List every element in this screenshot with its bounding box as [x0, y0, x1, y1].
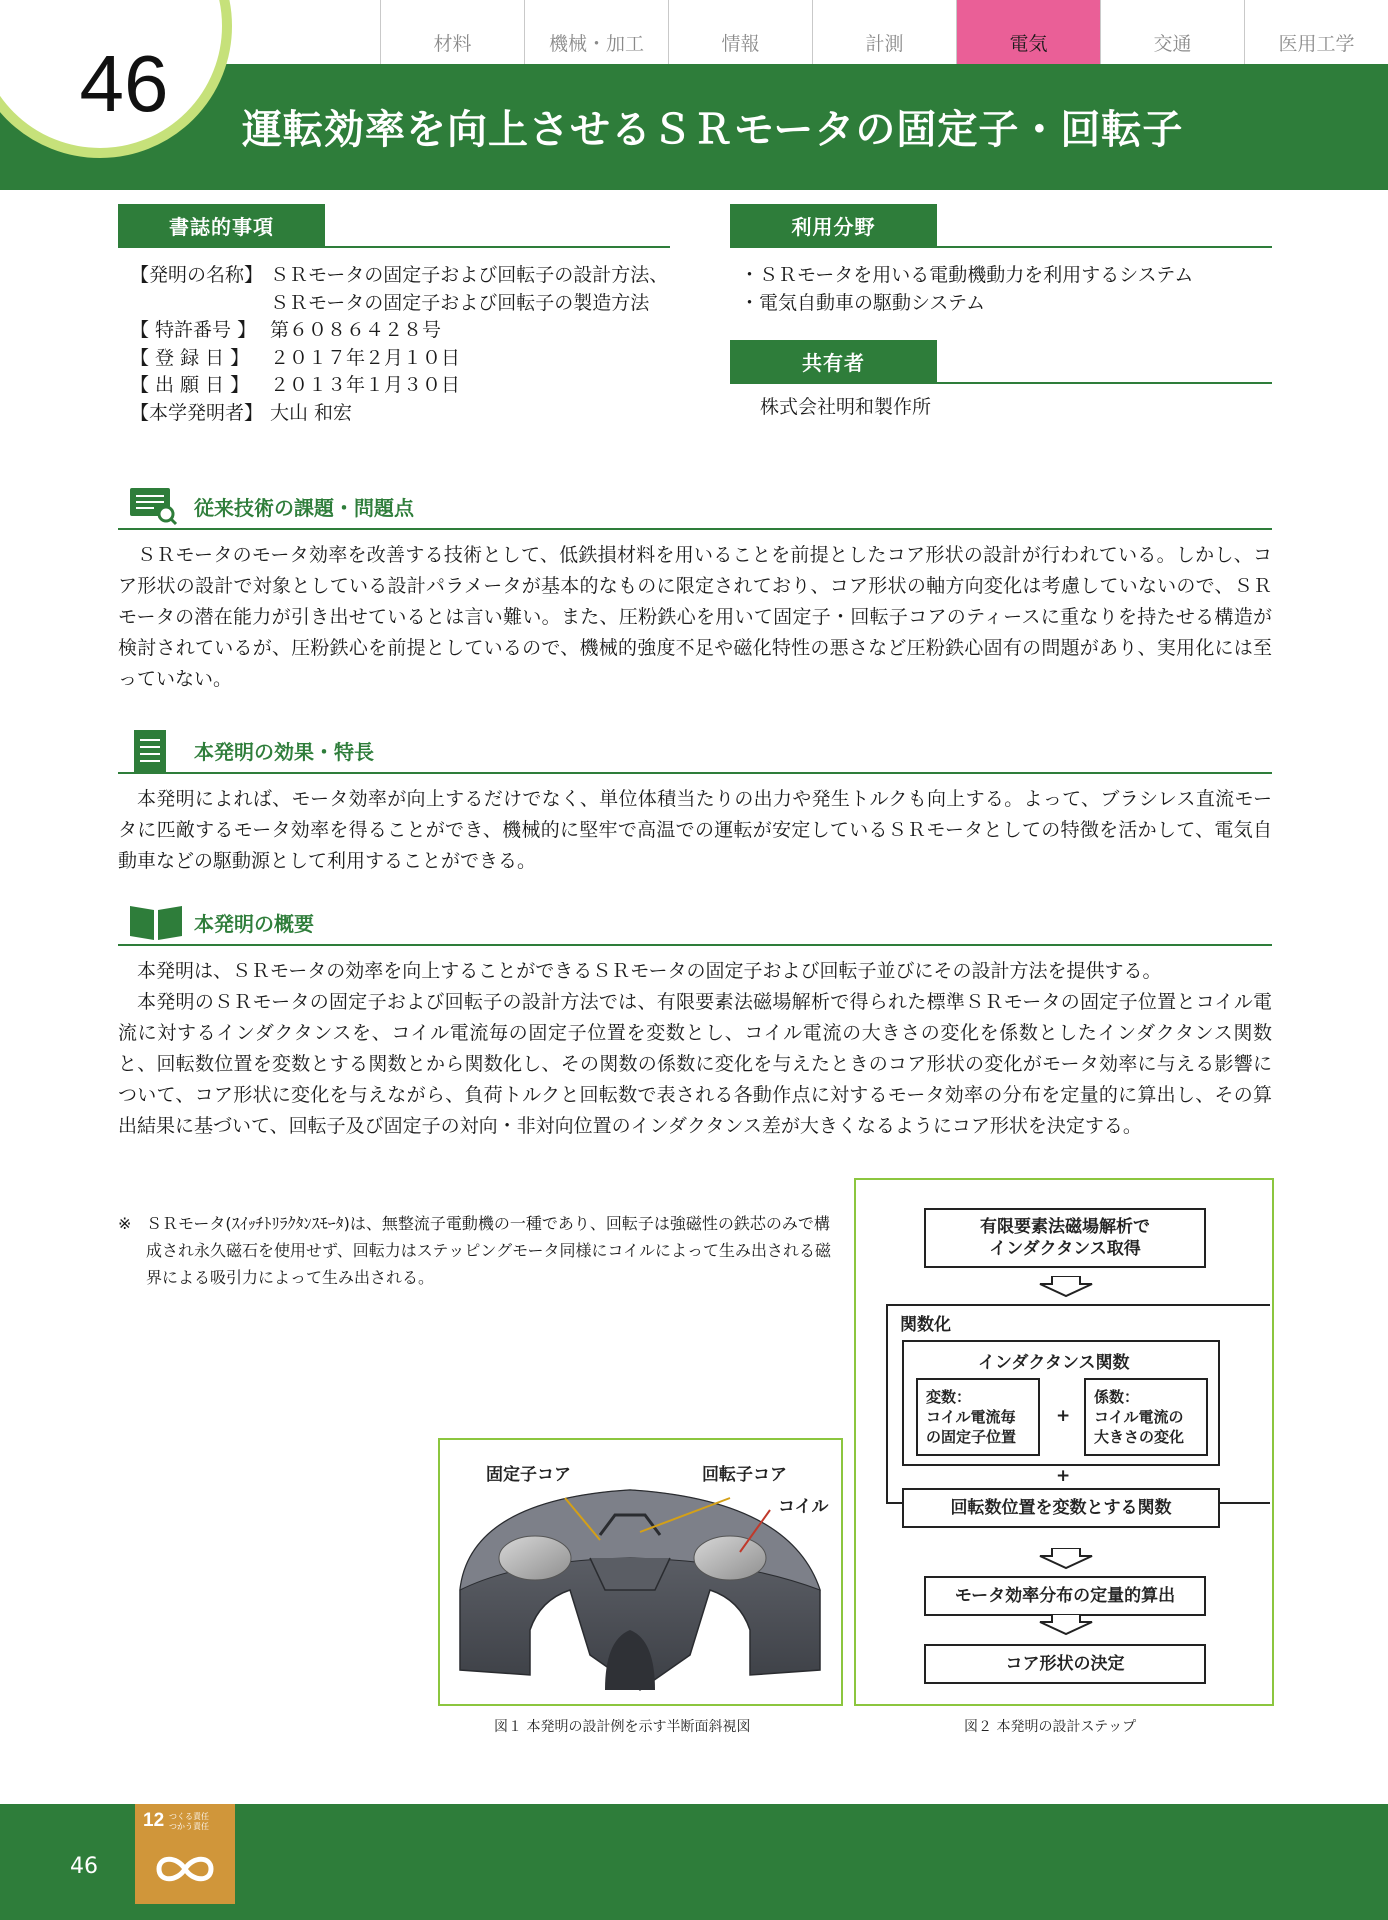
step-core-shape-decision: コア形状の決定 — [924, 1644, 1206, 1684]
usage-item: ・ＳＲモータを用いる電動機動力を利用するシステム — [740, 264, 1194, 286]
overview-text-1: 本発明は、ＳＲモータの効率を向上することができるＳＲモータの固定子および回転子並びにその設計方法を提供する。 — [137, 960, 1162, 982]
problem-text: ＳＲモータのモータ効率を改善する技術として、低鉄損材料を用いることを前提としたコア形状の設計が行われている。しかし、コア形状の設計で対象としている設計パラメータが基本的なものに限定されており、コア形状の軸方向変化は考慮していないので、ＳＲモータの潜在能力が引き出せているとは言い難い。また、圧粉鉄心を用いて固定子・回転子コアのティースに重なりを持たせる構造が検討されているが、圧粉鉄心を前提としているので、機械的強度不足や磁化特性の悪さなど圧粉鉄心固有の問題があり、実用化には至っていない。 — [118, 544, 1272, 690]
effect-section-title: 本発明の効果・特長 — [194, 740, 374, 764]
bibliography-value: ２０１７年２月１０日 — [270, 346, 461, 369]
page-title: 運転効率を向上させるＳＲモータの固定子・回転子 — [242, 107, 1184, 153]
stator-core-label: 固定子コア — [486, 1465, 571, 1485]
bibliography-row — [130, 400, 670, 428]
step-fem-analysis: 有限要素法磁場解析で インダクタンス取得 — [924, 1208, 1206, 1268]
rotor-core-label: 回転子コア — [702, 1465, 787, 1485]
tab-electric[interactable]: 電気 — [956, 0, 1100, 64]
usage-item: ・電気自動車の駆動システム — [740, 291, 986, 314]
bibliography-row — [130, 262, 670, 317]
bibliography-value: 大山 和宏 — [270, 401, 353, 424]
bibliography-key: 【発明の名称】 — [130, 264, 264, 286]
bibliography-key: 【本学発明者】 — [130, 401, 264, 424]
tab-materials[interactable]: 材料 — [380, 0, 524, 64]
open-book-icon — [128, 902, 184, 942]
footnote-mark: ※ — [118, 1214, 132, 1233]
infinity-icon — [153, 1852, 217, 1886]
overview-section-header — [118, 902, 1272, 946]
bibliography-value: 第６０８６４２８号 — [270, 319, 442, 341]
inductance-function-title: インダクタンス関数 — [978, 1353, 1130, 1373]
page-number: 46 — [70, 1854, 98, 1879]
coil-label: コイル — [778, 1497, 829, 1517]
usage-label: 利用分野 — [730, 204, 937, 246]
co-owner-name: 株式会社明和製作所 — [760, 396, 932, 418]
bibliography-key: 【 登 録 日 】 — [130, 346, 250, 369]
co-owner-label: 共有者 — [730, 340, 937, 382]
functionalization-label: 関数化 — [900, 1315, 951, 1335]
coefficient-box: 係数： コイル電流の 大きさの変化 — [1084, 1378, 1208, 1456]
sdg-text: つくる責任 つかう責任 — [169, 1812, 209, 1831]
bibliography-key: 【 特許番号 】 — [130, 319, 257, 341]
co-owner-divider — [730, 382, 1272, 384]
variable-box: 変数： コイル電流毎 の固定子位置 — [916, 1378, 1040, 1456]
bibliography-row — [130, 317, 670, 345]
overview-paragraph — [118, 956, 1272, 1142]
tab-measurement[interactable]: 計測 — [812, 0, 956, 64]
document-search-icon — [128, 486, 178, 526]
effect-paragraph — [118, 784, 1272, 877]
plus-sign: + — [1056, 1406, 1071, 1426]
sdg-number: 12 — [143, 1810, 165, 1831]
sdg-12-badge — [135, 1804, 235, 1904]
bibliography-key: 【 出 願 日 】 — [130, 374, 250, 396]
bibliography-row — [130, 345, 670, 373]
figure-2-frame — [854, 1178, 1274, 1706]
usage-divider — [730, 246, 1272, 248]
footnote-text: ＳＲモータ(ｽｲｯﾁﾄﾘﾗｸﾀﾝｽﾓｰﾀ)は、無整流子電動機の一種であり、回転子は強磁性の鉄芯のみで構成され永久磁石を使用せず、回転力はステッピングモータ同様にコイルによって生み出される磁界による吸引力によって生み出される。 — [146, 1214, 831, 1287]
bibliography-table — [130, 262, 670, 427]
footnote — [118, 1210, 833, 1291]
usage-list — [740, 262, 1270, 317]
down-arrow-icon — [1038, 1614, 1094, 1636]
tab-information[interactable]: 情報 — [668, 0, 812, 64]
plus-sign: + — [1056, 1466, 1071, 1486]
tab-machining[interactable]: 機械・加工 — [524, 0, 668, 64]
bibliography-label: 書誌的事項 — [118, 204, 325, 246]
bibliography-divider — [118, 246, 670, 248]
figure-1-caption: 図１ 本発明の設計例を示す半断面斜視図 — [494, 1719, 751, 1735]
entry-number: 46 — [79, 39, 169, 128]
overview-section-title: 本発明の概要 — [194, 912, 314, 936]
down-arrow-icon — [1038, 1276, 1094, 1298]
effect-section-header — [118, 730, 1272, 774]
overview-text-2: 本発明のＳＲモータの固定子および回転子の設計方法では、有限要素法磁場解析で得られた標準ＳＲモータの固定子位置とコイル電流に対するインダクタンスを、コイル電流毎の固定子位置を変数とし、コイル電流の大きさの変化を係数としたインダクタンス関数と、回転数位置を変数とする関数とから関数化し、その関数の係数に変化を与えたときのコア形状の変化がモータ効率に与える影響について、コア形状に変化を与えながら、負荷トルクと回転数で表される各動作点に対するモータ効率の分布を定量的に算出し、その算出結果に基づいて、回転子及び固定子の対向・非対向位置のインダクタンス差が大きくなるようにコア形状を決定する。 — [118, 991, 1272, 1137]
figure-2-caption: 図２ 本発明の設計ステップ — [964, 1719, 1137, 1735]
down-arrow-icon — [1038, 1548, 1094, 1570]
category-tabs — [380, 0, 1388, 64]
step-efficiency-calculation: モータ効率分布の定量的算出 — [924, 1576, 1206, 1616]
notebook-icon — [128, 730, 172, 772]
bibliography-row — [130, 372, 670, 400]
problem-paragraph — [118, 540, 1272, 695]
problem-section-title: 従来技術の課題・問題点 — [194, 496, 414, 520]
tab-medical-engineering[interactable]: 医用工学 — [1244, 0, 1388, 64]
tab-transport[interactable]: 交通 — [1100, 0, 1244, 64]
figure-1-frame — [438, 1438, 843, 1706]
bibliography-value: ＳＲモータの固定子および回転子の設計方法、ＳＲモータの固定子および回転子の製造方法 — [270, 264, 669, 314]
bibliography-value: ２０１３年１月３０日 — [270, 374, 461, 396]
effect-text: 本発明によれば、モータ効率が向上するだけでなく、単位体積当たりの出力や発生トルクも向上する。よって、ブラシレス直流モータに匹敵するモータ効率を得ることができ、機械的に堅牢で高温での運転が安定しているＳＲモータとしての特徴を活かして、電気自動車などの駆動源として利用することができる。 — [118, 788, 1272, 872]
problem-section-header — [118, 486, 1272, 530]
rotation-function-box: 回転数位置を変数とする関数 — [902, 1488, 1220, 1528]
